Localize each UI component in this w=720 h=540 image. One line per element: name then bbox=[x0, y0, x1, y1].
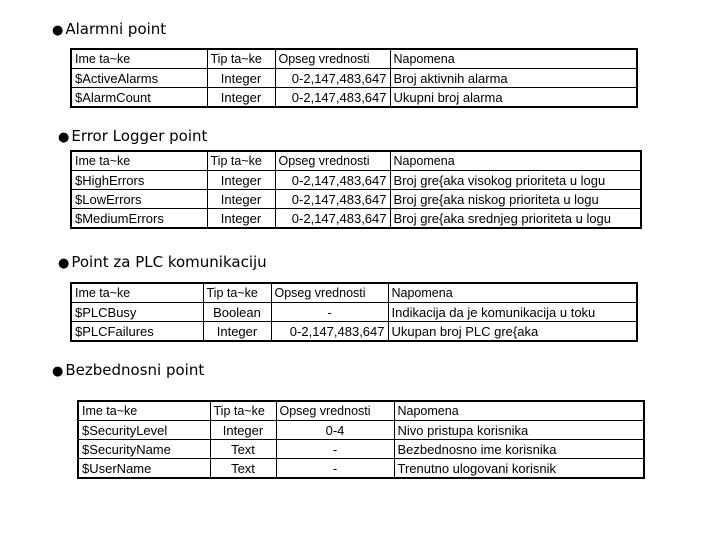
plc-points-table bbox=[70, 282, 638, 342]
table-header-row bbox=[71, 151, 641, 171]
table-header-row bbox=[71, 49, 637, 69]
table-row bbox=[78, 421, 644, 440]
point-note: Indikacija da je komunikacija u toku bbox=[388, 303, 637, 322]
column-header-note: Napomena bbox=[390, 49, 637, 69]
point-type: Text bbox=[210, 459, 276, 479]
bullet-icon: ● bbox=[58, 256, 70, 271]
point-range: 0-2,147,483,647 bbox=[275, 69, 390, 88]
point-range: 0-4 bbox=[276, 421, 394, 440]
point-note: Bezbednosno ime korisnika bbox=[394, 440, 644, 459]
point-note: Ukupan broj PLC gre{aka bbox=[388, 322, 637, 342]
point-note: Broj aktivnih alarma bbox=[390, 69, 637, 88]
column-header-type: Tip ta~ke bbox=[207, 49, 275, 69]
point-note: Trenutno ulogovani korisnik bbox=[394, 459, 644, 479]
point-name: $LowErrors bbox=[71, 190, 207, 209]
point-name: $HighErrors bbox=[71, 171, 207, 190]
table-row bbox=[71, 171, 641, 190]
table-row bbox=[78, 440, 644, 459]
section-title: Bezbednosni point bbox=[65, 361, 205, 379]
point-range: 0-2,147,483,647 bbox=[275, 171, 390, 190]
point-type: Integer bbox=[207, 69, 275, 88]
point-name: $MediumErrors bbox=[71, 209, 207, 229]
table-row bbox=[71, 190, 641, 209]
table-row bbox=[78, 459, 644, 479]
bullet-icon: ● bbox=[58, 130, 70, 145]
error-logger-points-table bbox=[70, 150, 642, 229]
point-type: Integer bbox=[210, 421, 276, 440]
point-note: Broj gre{aka visokog prioriteta u logu bbox=[390, 171, 641, 190]
column-header-type: Tip ta~ke bbox=[210, 401, 276, 421]
column-header-range: Opseg vrednosti bbox=[275, 151, 390, 171]
point-range: - bbox=[271, 303, 388, 322]
alarm-points-table bbox=[70, 48, 638, 108]
column-header-name: Ime ta~ke bbox=[71, 151, 207, 171]
section-title: Alarmni point bbox=[65, 20, 167, 38]
table-header-row bbox=[78, 401, 644, 421]
section-title: Point za PLC komunikaciju bbox=[71, 253, 267, 271]
point-name: $ActiveAlarms bbox=[71, 69, 207, 88]
point-note: Broj gre{aka srednjeg prioriteta u logu bbox=[390, 209, 641, 229]
column-header-note: Napomena bbox=[394, 401, 644, 421]
bullet-icon: ● bbox=[52, 364, 64, 379]
column-header-note: Napomena bbox=[388, 283, 637, 303]
section-heading-plc bbox=[58, 253, 267, 271]
point-type: Integer bbox=[207, 209, 275, 229]
column-header-name: Ime ta~ke bbox=[71, 49, 207, 69]
column-header-range: Opseg vrednosti bbox=[276, 401, 394, 421]
table-header-row bbox=[71, 283, 637, 303]
point-range: 0-2,147,483,647 bbox=[275, 88, 390, 108]
column-header-type: Tip ta~ke bbox=[203, 283, 271, 303]
point-note: Broj gre{aka niskog prioriteta u logu bbox=[390, 190, 641, 209]
column-header-type: Tip ta~ke bbox=[207, 151, 275, 171]
point-name: $PLCBusy bbox=[71, 303, 203, 322]
point-type: Integer bbox=[207, 88, 275, 108]
column-header-name: Ime ta~ke bbox=[71, 283, 203, 303]
point-type: Integer bbox=[207, 190, 275, 209]
section-title: Error Logger point bbox=[71, 127, 208, 145]
point-name: $AlarmCount bbox=[71, 88, 207, 108]
point-type: Integer bbox=[207, 171, 275, 190]
bullet-icon: ● bbox=[52, 23, 64, 38]
table-row bbox=[71, 322, 637, 342]
point-name: $PLCFailures bbox=[71, 322, 203, 342]
point-note: Ukupni broj alarma bbox=[390, 88, 637, 108]
column-header-range: Opseg vrednosti bbox=[271, 283, 388, 303]
table-row bbox=[71, 69, 637, 88]
section-heading-error-logger bbox=[58, 127, 207, 145]
point-note: Nivo pristupa korisnika bbox=[394, 421, 644, 440]
section-heading-security bbox=[52, 361, 204, 379]
security-points-table bbox=[77, 400, 645, 479]
section-heading-alarm bbox=[52, 20, 166, 38]
point-range: 0-2,147,483,647 bbox=[275, 190, 390, 209]
point-name: $SecurityLevel bbox=[78, 421, 210, 440]
column-header-name: Ime ta~ke bbox=[78, 401, 210, 421]
point-range: 0-2,147,483,647 bbox=[271, 322, 388, 342]
column-header-range: Opseg vrednosti bbox=[275, 49, 390, 69]
table-row bbox=[71, 303, 637, 322]
table-row bbox=[71, 209, 641, 229]
point-type: Boolean bbox=[203, 303, 271, 322]
point-name: $UserName bbox=[78, 459, 210, 479]
table-row bbox=[71, 88, 637, 108]
point-range: - bbox=[276, 440, 394, 459]
point-type: Integer bbox=[203, 322, 271, 342]
column-header-note: Napomena bbox=[390, 151, 641, 171]
point-range: 0-2,147,483,647 bbox=[275, 209, 390, 229]
point-range: - bbox=[276, 459, 394, 479]
point-name: $SecurityName bbox=[78, 440, 210, 459]
point-type: Text bbox=[210, 440, 276, 459]
